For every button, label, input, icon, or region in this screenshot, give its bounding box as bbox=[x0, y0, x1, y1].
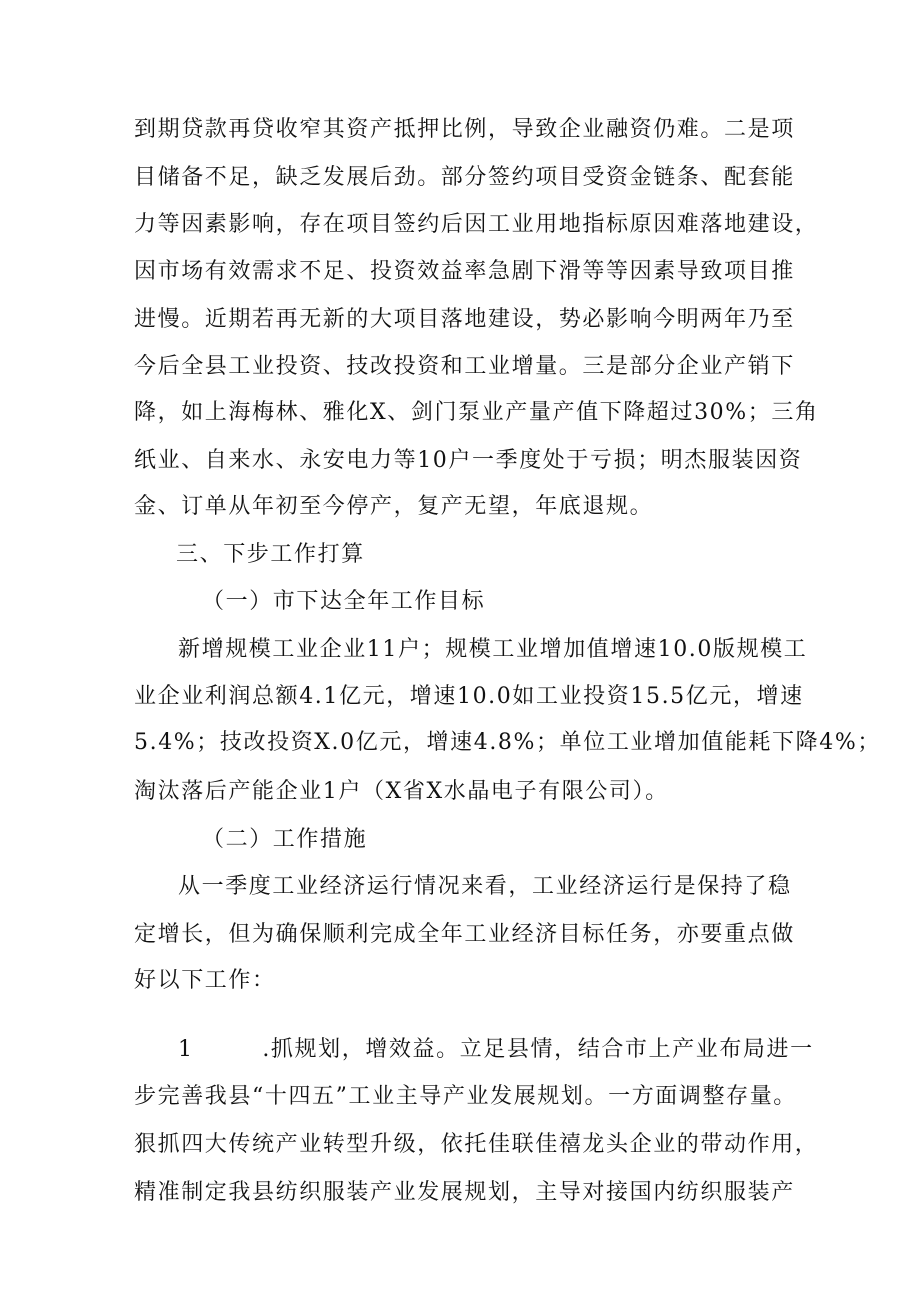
paragraph-line: 业企业利润总额4.1亿元，增速10.0如工业投资15.5亿元，增速 bbox=[134, 684, 804, 709]
paragraph-line: 步完善我县“十四五”工业主导产业发展规划。一方面调整存量。 bbox=[134, 1084, 797, 1109]
paragraph-line: 精准制定我县纺织服装产业发展规划，主导对接国内纺织服装产 bbox=[134, 1180, 795, 1205]
paragraph-line: 金、订单从年初至今停产，复产无望，年底退规。 bbox=[134, 494, 654, 519]
paragraph-line: 1 .抓规划，增效益。立足县情，结合市上产业布局进一 bbox=[178, 1037, 814, 1062]
section-heading: 三、下步工作打算 bbox=[176, 542, 365, 567]
paragraph-line: 目储备不足，缺乏发展后劲。部分签约项目受资金链条、配套能 bbox=[134, 165, 795, 190]
paragraph-line: 降，如上海梅林、雅化X、剑门泵业产量产值下降超过30%；三角 bbox=[134, 400, 819, 425]
paragraph-line: 今后全县工业投资、技改投资和工业增量。三是部分企业产销下 bbox=[134, 354, 795, 379]
paragraph-line: 新增规模工业企业11户；规模工业增加值增速10.0版规模工 bbox=[178, 637, 808, 662]
subsection-heading: （二）工作措施 bbox=[202, 827, 368, 852]
paragraph-line: 进慢。近期若再无新的大项目落地建设，势必影响今明两年乃至 bbox=[134, 307, 795, 332]
paragraph-line: 狠抓四大传统产业转型升级，依托佳联佳禧龙头企业的带动作用， bbox=[134, 1132, 819, 1157]
paragraph-line: 好以下工作： bbox=[134, 968, 276, 993]
paragraph-line: 到期贷款再贷收窄其资产抵押比例，导致企业融资仍难。二是项 bbox=[134, 117, 795, 142]
paragraph-line: 从一季度工业经济运行情况来看，工业经济运行是保持了稳 bbox=[178, 874, 792, 899]
paragraph-line: 纸业、自来水、永安电力等10户一季度处于亏损；明杰服装因资 bbox=[134, 448, 803, 473]
paragraph-line: 力等因素影响，存在项目签约后因工业用地指标原因难落地建设， bbox=[134, 212, 819, 237]
paragraph-line: 因市场有效需求不足、投资效益率急剧下滑等等因素导致项目推 bbox=[134, 259, 795, 284]
paragraph-line: 5.4%；技改投资X.0亿元，增速4.8%；单位工业增加值能耗下降4%； bbox=[134, 730, 881, 755]
paragraph-line: 定增长，但为确保顺利完成全年工业经济目标任务，亦要重点做 bbox=[134, 922, 795, 947]
paragraph-line: 淘汰落后产能企业1户（X省X水晶电子有限公司）。 bbox=[134, 779, 669, 804]
subsection-heading: （一）市下达全年工作目标 bbox=[202, 589, 486, 614]
